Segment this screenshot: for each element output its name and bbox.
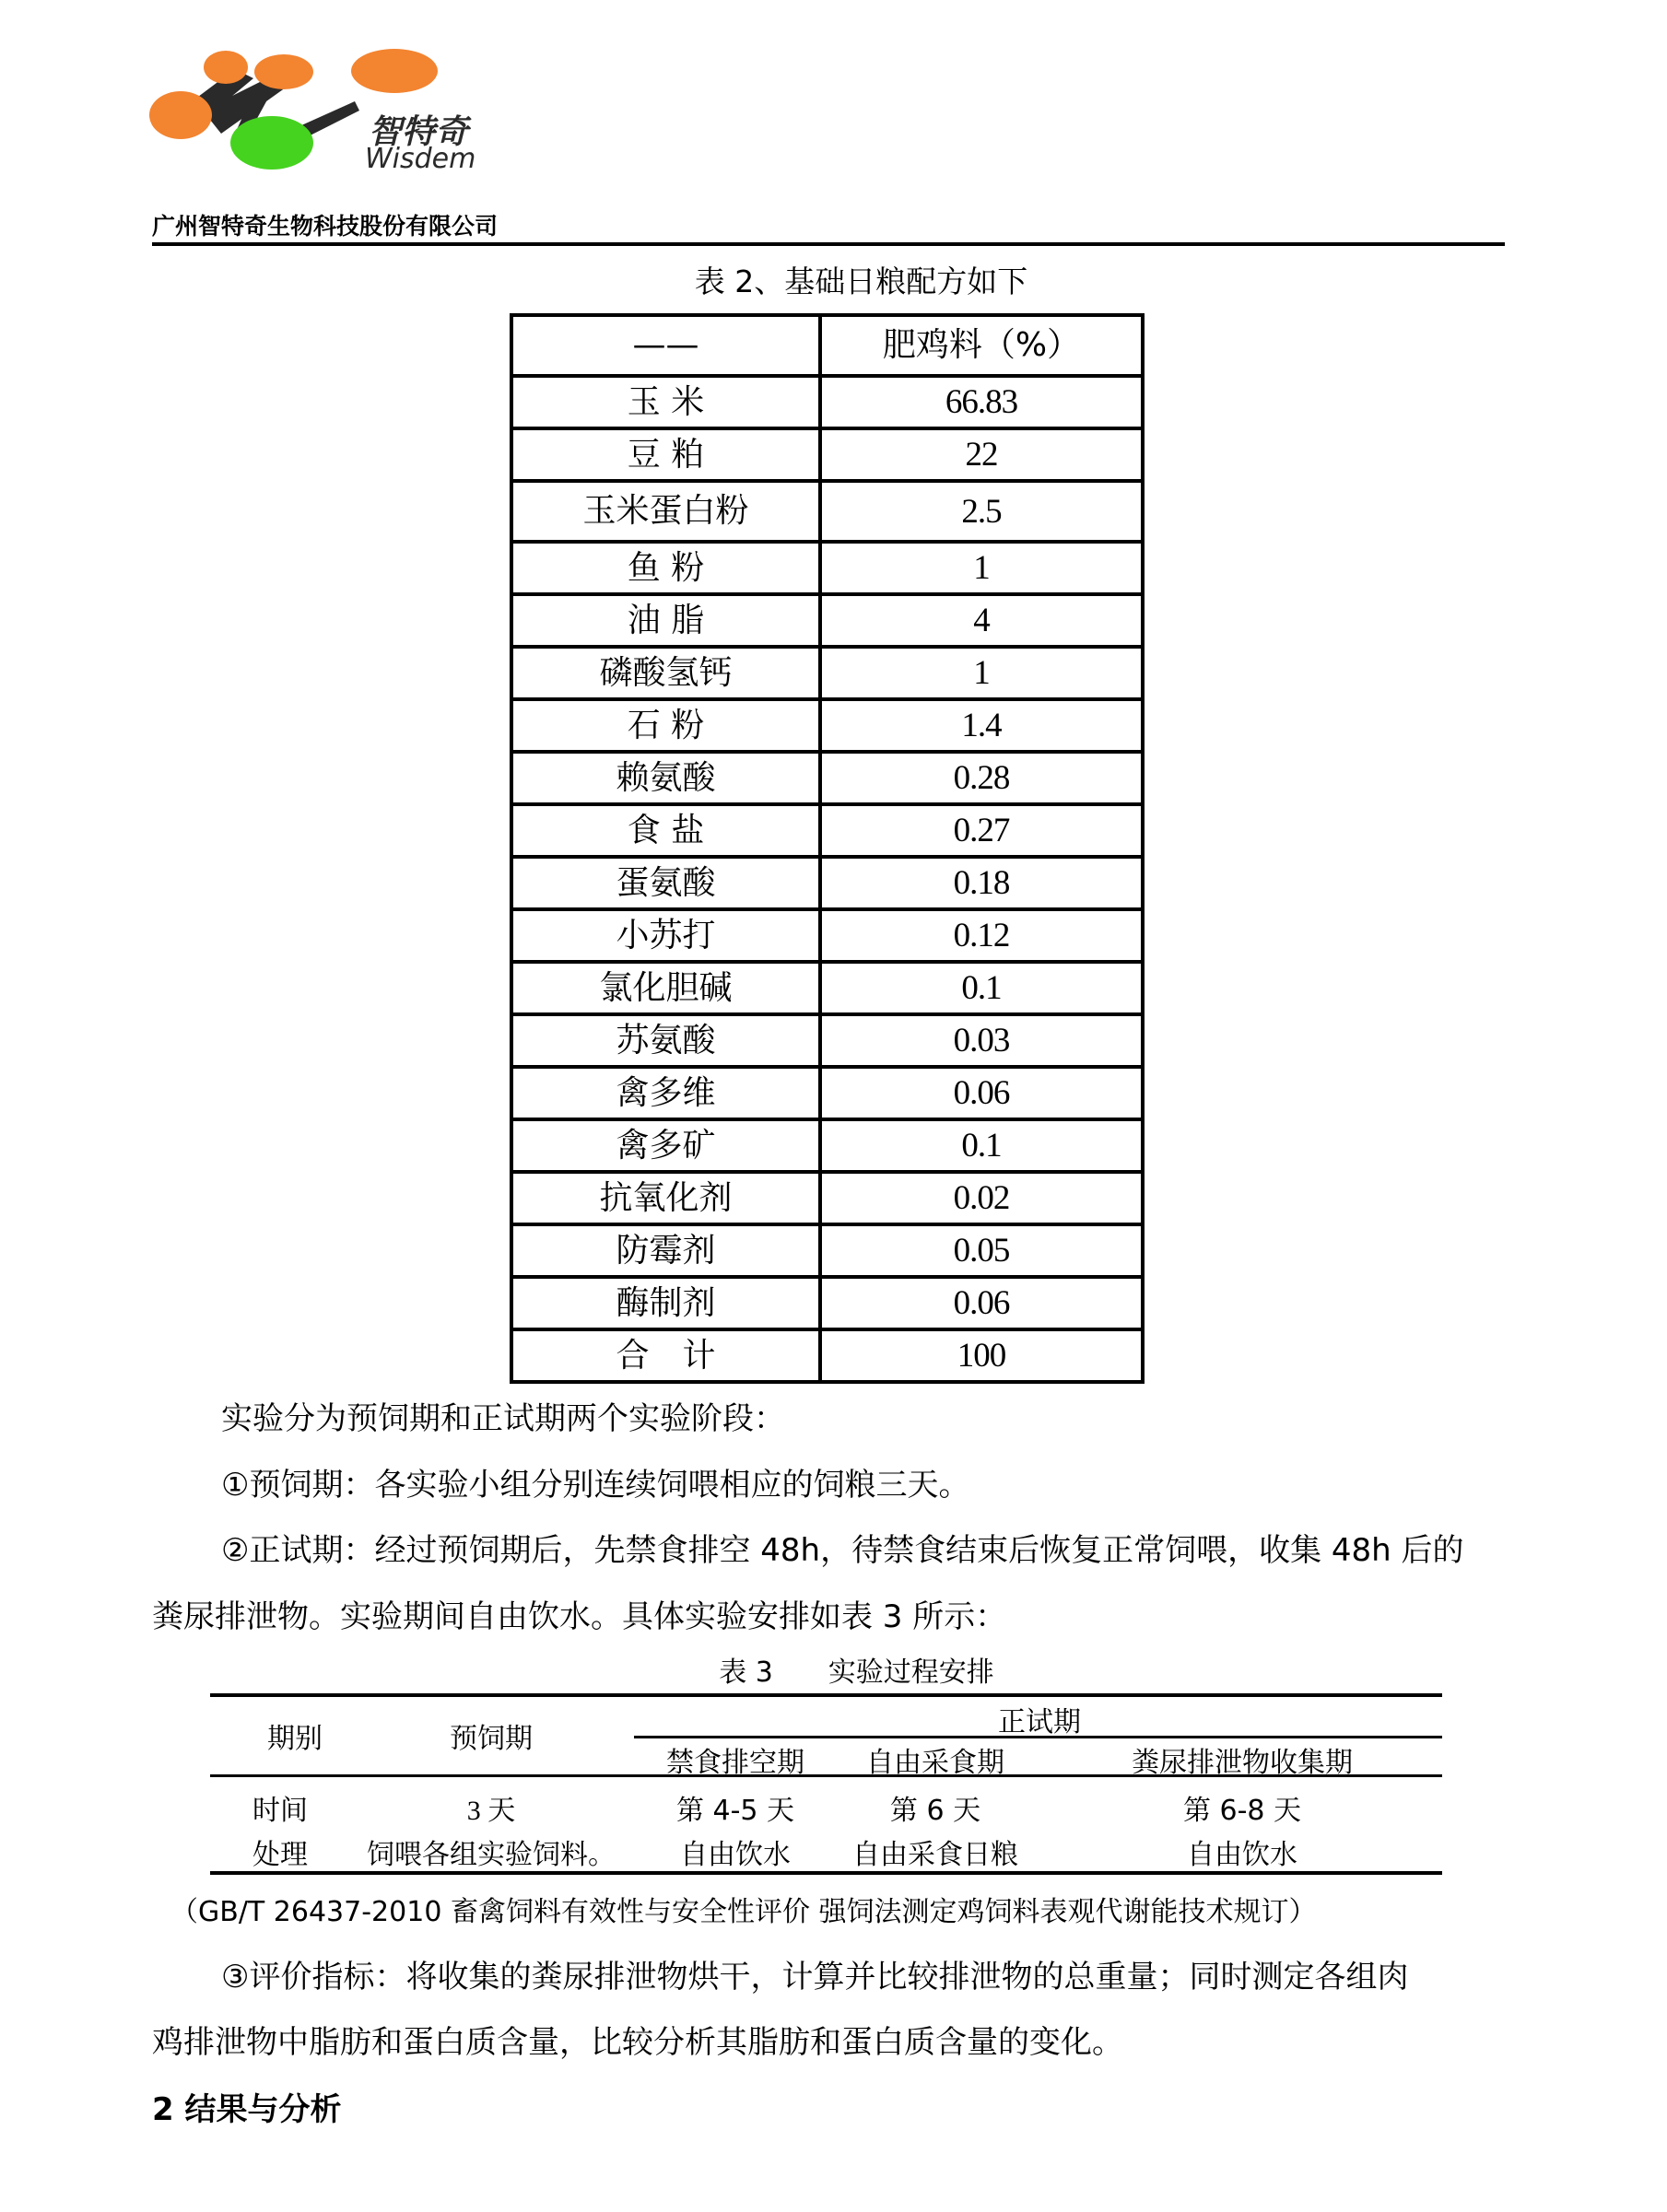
table2-row: [511, 699, 1143, 752]
paragraph-trial-line1: ②正试期：经过预饲期后，先禁食排空 48h，待禁食结束后恢复正常饲喂，收集 48h 后的: [221, 1532, 1464, 1569]
logo-orange-dot: [204, 51, 248, 84]
table2-row: [511, 428, 1143, 481]
table3-cell: 饲喂各组实验饲料。: [367, 1839, 616, 1871]
ingredient-percent: 0.02: [820, 1172, 1143, 1224]
ingredient-name: 禽多矿: [511, 1119, 820, 1172]
ingredient-name: 抗氧化剂: [511, 1172, 820, 1224]
ingredient-percent: 1: [820, 647, 1143, 699]
table2-row: [511, 1119, 1143, 1172]
ingredient-percent: 2.5: [820, 481, 1143, 542]
ingredient-percent: 0.1: [820, 1119, 1143, 1172]
ingredient-name: 油 脂: [511, 594, 820, 647]
table2-row: [511, 752, 1143, 804]
ingredient-percent: 0.06: [820, 1277, 1143, 1329]
table2-row: [511, 481, 1143, 542]
ingredient-name: 石 粉: [511, 699, 820, 752]
ingredient-percent: 4: [820, 594, 1143, 647]
ingredient-percent: 66.83: [820, 376, 1143, 428]
paragraph-pre-feeding: ①预饲期：各实验小组分别连续饲喂相应的饲粮三天。: [221, 1467, 970, 1504]
table2-caption: 表 2、基础日粮配方如下: [694, 263, 1028, 299]
logo-cn-text: 智特奇: [369, 113, 469, 151]
table3-cell: 3 天: [466, 1796, 516, 1826]
company-logo: [147, 46, 516, 184]
ingredient-name: 合 计: [511, 1329, 820, 1382]
table2-row: [511, 594, 1143, 647]
table2-row: [511, 804, 1143, 857]
table3-cell: 自由饮水: [680, 1839, 791, 1871]
table2: [510, 313, 1145, 1384]
table2-row: [511, 1172, 1143, 1224]
table2-row: [511, 1067, 1143, 1119]
ingredient-percent: 0.12: [820, 909, 1143, 962]
ingredient-percent: 22: [820, 428, 1143, 481]
table3-col-pre: 预饲期: [450, 1723, 533, 1755]
ingredient-name: 鱼 粉: [511, 542, 820, 594]
paragraph-evaluation-line1: ③评价指标：将收集的粪尿排泄物烘干，计算并比较排泄物的总重量；同时测定各组肉: [221, 1959, 1409, 1995]
table3-cell: 第 6-8 天: [1182, 1795, 1302, 1827]
table2-header-row: [511, 315, 1143, 376]
table2-row: [511, 647, 1143, 699]
ingredient-name: 磷酸氢钙: [511, 647, 820, 699]
table2-row: [511, 909, 1143, 962]
citation: （GB/T 26437-2010 畜禽饲料有效性与安全性评价 强饲法测定鸡饲料表观代谢能技术规订）: [170, 1896, 1317, 1928]
logo-en-text: Wisdem: [365, 143, 476, 175]
table3-subcol: 自由采食期: [866, 1747, 1004, 1779]
ingredient-percent: 100: [820, 1329, 1143, 1382]
table3-col-period: 期别: [267, 1723, 323, 1755]
table3: [210, 1693, 1442, 1876]
ingredient-name: 氯化胆碱: [511, 962, 820, 1014]
ingredient-name: 苏氨酸: [511, 1014, 820, 1067]
table3-caption: 表 3 实验过程安排: [719, 1656, 994, 1689]
table2-row: [511, 962, 1143, 1014]
table3-subcol: 粪尿排泄物收集期: [1132, 1747, 1353, 1779]
logo-orange-dot: [149, 91, 212, 139]
ingredient-percent: 0.05: [820, 1224, 1143, 1277]
table2-row: [511, 1224, 1143, 1277]
paragraph-trial-line2: 粪尿排泄物。实验期间自由饮水。具体实验安排如表 3 所示：: [152, 1598, 1007, 1635]
paragraph-stages: 实验分为预饲期和正试期两个实验阶段：: [221, 1400, 785, 1437]
table3-col-main: 正试期: [998, 1706, 1081, 1738]
ingredient-name: 赖氨酸: [511, 752, 820, 804]
table2-row: [511, 1014, 1143, 1067]
ingredient-name: 禽多维: [511, 1067, 820, 1119]
company-name: 广州智特奇生物科技股份有限公司: [152, 213, 499, 240]
ingredient-name: 小苏打: [511, 909, 820, 962]
table3-top-rule: [210, 1693, 1442, 1697]
table3-cell: 自由采食日粮: [852, 1839, 1018, 1871]
table3-subcol: 禁食排空期: [666, 1747, 804, 1779]
table3-cell: 第 6 天: [889, 1795, 981, 1827]
header-rule: [152, 242, 1505, 246]
ingredient-name: 食 盐: [511, 804, 820, 857]
ingredient-name: 豆 粕: [511, 428, 820, 481]
section-heading: 2 结果与分析: [152, 2091, 342, 2128]
ingredient-percent: 0.28: [820, 752, 1143, 804]
logo-orange-dot: [254, 54, 313, 89]
ingredient-name: 玉米蛋白粉: [511, 481, 820, 542]
table3-cell: 自由饮水: [1187, 1839, 1297, 1871]
paragraph-evaluation-line2: 鸡排泄物中脂肪和蛋白质含量，比较分析其脂肪和蛋白质含量的变化。: [152, 2024, 1123, 2061]
ingredient-percent: 0.06: [820, 1067, 1143, 1119]
table3-cell: 第 4-5 天: [675, 1795, 795, 1827]
table2-row: [511, 1277, 1143, 1329]
ingredient-percent: 1.4: [820, 699, 1143, 752]
ingredient-percent: 0.1: [820, 962, 1143, 1014]
table2-row: [511, 542, 1143, 594]
ingredient-percent: 0.18: [820, 857, 1143, 909]
logo-graphic: [147, 46, 516, 184]
table2-row: [511, 1329, 1143, 1382]
logo-orange-dot: [351, 49, 438, 93]
ingredient-percent: 1: [820, 542, 1143, 594]
table3-cell: 时间: [252, 1795, 308, 1827]
ingredient-name: 酶制剂: [511, 1277, 820, 1329]
ingredient-name: 防霉剂: [511, 1224, 820, 1277]
ingredient-percent: 0.27: [820, 804, 1143, 857]
table2-header-cell: 肥鸡料（%）: [820, 315, 1143, 376]
ingredient-name: 玉 米: [511, 376, 820, 428]
table3-cell: 处理: [252, 1839, 308, 1871]
table2-row: [511, 376, 1143, 428]
logo-green-dot: [230, 116, 313, 170]
ingredient-name: 蛋氨酸: [511, 857, 820, 909]
ingredient-percent: 0.03: [820, 1014, 1143, 1067]
table2-row: [511, 857, 1143, 909]
table2-header-cell: ——: [511, 315, 820, 376]
